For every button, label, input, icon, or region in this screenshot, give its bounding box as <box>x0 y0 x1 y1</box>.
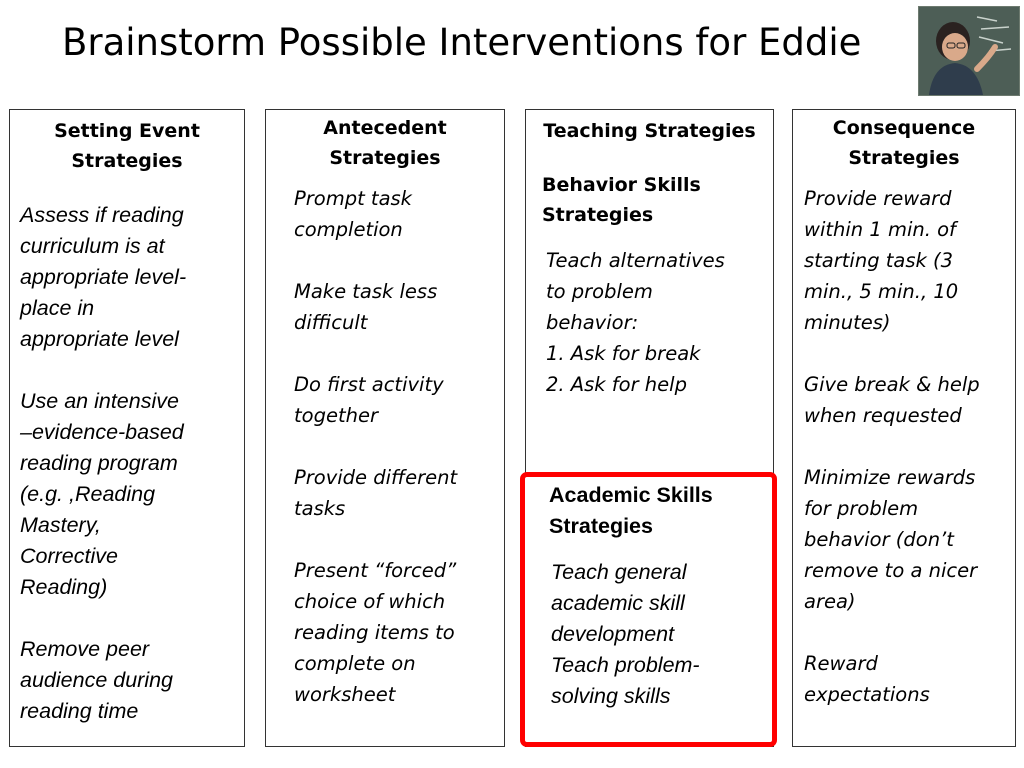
teaching-heading: Teaching Strategies <box>543 120 756 142</box>
list-item: Provide different tasks <box>294 466 458 520</box>
setting-event-heading: Setting Event Strategies <box>54 120 200 172</box>
antecedent-column <box>265 109 505 747</box>
list-item: Do first activity together <box>294 373 444 427</box>
list-item: Prompt task completion <box>294 187 412 241</box>
antecedent-list <box>294 183 457 710</box>
list-item: Remove peer audience during reading time <box>20 637 174 723</box>
list-item: Teach general academic skill development Teach problem- solving skills <box>551 560 700 708</box>
list-item: Use an intensive –evidence-based reading program (e.g. ,Reading Mastery, Corrective Reading) <box>20 389 184 599</box>
academic-skills-list <box>551 557 700 712</box>
academic-skills-highlight <box>520 472 777 747</box>
behavior-skills-list <box>546 245 725 400</box>
list-item: Reward expectations <box>804 652 930 706</box>
student-at-chalkboard-icon <box>919 7 1019 95</box>
consequence-column <box>792 109 1016 747</box>
setting-event-list <box>20 200 186 727</box>
list-item: Assess if reading curriculum is at appropriate level- place in appropriate level <box>20 203 187 351</box>
antecedent-heading: Antecedent Strategies <box>323 117 447 169</box>
list-item: Teach alternatives to problem behavior: 1. Ask for break 2. Ask for help <box>546 249 725 396</box>
list-item: Present “forced” choice of which reading items to complete on worksheet <box>294 559 457 706</box>
slide-title: Brainstorm Possible Interventions for Eddie <box>62 21 862 64</box>
list-item: Provide reward within 1 min. of starting task (3 min., 5 min., 10 minutes) <box>804 187 959 334</box>
student-photo <box>918 6 1020 96</box>
consequence-heading: Consequence Strategies <box>832 117 976 169</box>
setting-event-column <box>9 109 245 747</box>
consequence-list <box>804 183 980 710</box>
list-item: Minimize rewards for problem behavior (don’t remove to a nicer area) <box>804 466 978 613</box>
list-item: Give break & help when requested <box>804 373 980 427</box>
behavior-skills-heading: Behavior Skills Strategies <box>542 174 701 226</box>
academic-skills-heading: Academic Skills Strategies <box>549 483 713 538</box>
list-item: Make task less difficult <box>294 280 438 334</box>
